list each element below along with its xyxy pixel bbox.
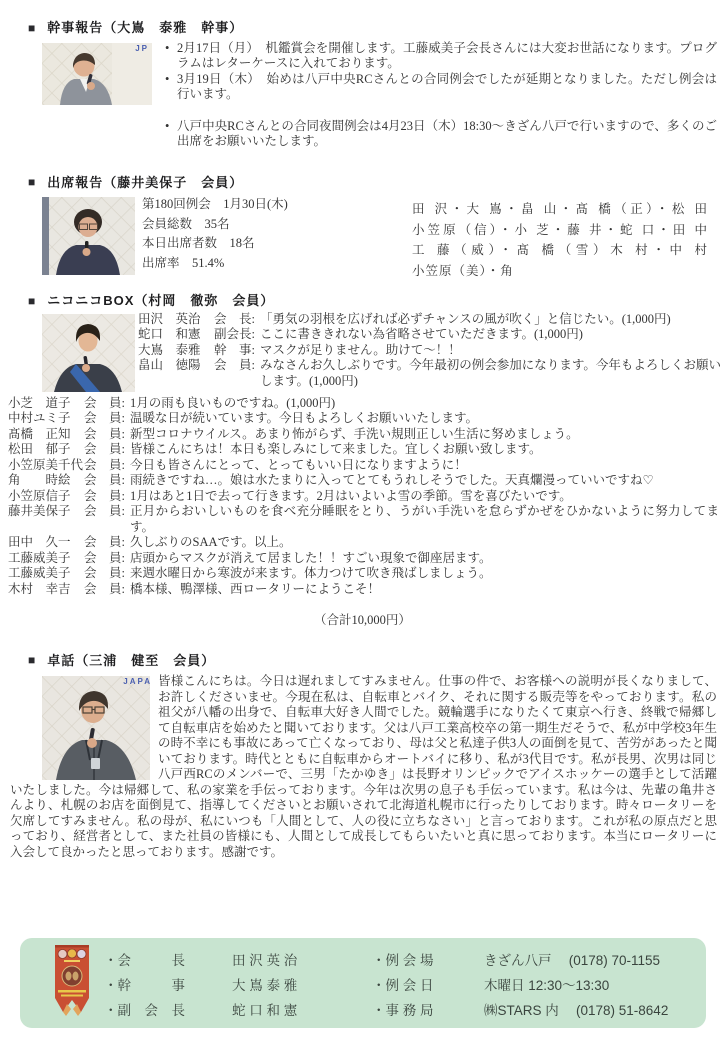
officer-role-label: ・幹 事 — [104, 978, 185, 993]
nikoniko-entry — [8, 551, 719, 567]
section-header — [28, 653, 725, 669]
nikoniko-entry — [8, 504, 719, 535]
section-attendance-report — [0, 175, 725, 292]
entry-message: 1月の雨も良いものですね。(1,000円) — [130, 395, 336, 410]
entry-message: 来週水曜日から寒波が来ます。体力つけて吹き飛ばしましょう。 — [130, 566, 492, 580]
member-name: 田沢 英治 — [138, 311, 201, 326]
nikoniko-entry — [138, 327, 721, 343]
member-role: 会 員: — [84, 550, 125, 565]
officer-row — [104, 1000, 297, 1022]
bullet-icon: • — [165, 118, 170, 133]
nikoniko-reporter-photo — [42, 314, 135, 392]
table-talk-text: 皆様こんにちは。今日は遅れましてすみません。仕事の件で、お客様への説明が長くなりまして、お許しくださいませ。今現在私は、自転車とバイク、それに関する販売等をやっております。私の祖父が八幡の出身で、自転車大好き人間でした。競輪選手になりたくて東京へ行き、終戦で帰郷して自転車店を始めたと聞いております。父は八戸工業高校卒の第一期生だそうで、私が中学校3年生の時不幸にも事故にあって亡くなっており、母は父と私達子供3人の面倒を見て、苦労があったと聞いております。時代とともに自転車からオートバイに移り、私が3代目です。私が長男、次男は同じ八戸西RCのメンバーで、三男「たかゆき」は長野オリンピックでアイスホッケーの選手として活躍いたしました。今は帰郷して、私の家業を手伝っております。今年は次男の息子も手伝っています。私は今は、先輩の亀井さんより、札幌のお店を面倒見て、指導してくださいとお願いされて北海道札幌市に行ったりしております。時々ロータリーを欠席してすみません。私の母が、私にいつも「人間として、人の役に立ちなさい」と言っております。これが私の原点だと思っており、経営者として、また社員の皆様にも、人間として成長してもらいたいと真に思っております。本当にロータリーに入会して良かったと思っております。感謝です。 — [10, 674, 717, 859]
member-role: 会 員: — [84, 566, 125, 580]
entry-message: 皆様こんにちは！本日も楽しみにして来ました。宜しくお願い致します。 — [130, 442, 542, 456]
report-item-text: 八戸中央RCさんとの合同夜間例会は4月23日（木）18:30～きざん八戸で行いますので、多くのご出席をお願いいたします。 — [177, 118, 717, 148]
officer-role-label: ・副 会 長 — [104, 1003, 185, 1018]
member-name: 大嶌 泰雅 — [138, 342, 201, 357]
attendee-count: 本日出席者数 18名 — [142, 236, 255, 250]
speaker-photo-icon — [42, 197, 135, 275]
club-info-footer — [20, 938, 706, 1028]
member-name: 小笠原美千代 — [8, 457, 84, 472]
nikoniko-entry — [138, 343, 721, 359]
nikoniko-entry — [8, 489, 719, 505]
nikoniko-entry — [8, 473, 719, 489]
member-role: 会 員: — [84, 535, 125, 549]
table-talk-body — [10, 674, 717, 860]
meeting-info-value: きざん八戸 (0178) 70-1155 — [484, 953, 661, 968]
report-item — [165, 41, 717, 72]
secretary-photo — [42, 43, 152, 105]
entry-message: みなさんお久しぶりです。今年最初の例会参加になります。今年もよろしくお願いします。(1,000円) — [260, 358, 721, 388]
member-role: 会 員: — [84, 426, 125, 441]
member-role: 会 員: — [84, 442, 125, 456]
nikoniko-entry — [8, 442, 719, 458]
member-name: 小芝 道子 — [8, 395, 71, 410]
member-name: 藤井美保子 — [8, 504, 71, 518]
section-header — [28, 175, 725, 191]
meeting-number: 第180回例会 1月30日(木) — [142, 197, 288, 211]
meeting-info-row — [372, 950, 668, 972]
member-role: 会 員: — [84, 411, 125, 425]
member-role: 幹 事: — [214, 342, 255, 357]
nikoniko-entry — [8, 458, 719, 474]
attendee-name-list — [412, 199, 708, 281]
report-item — [165, 119, 717, 150]
bullet-icon: • — [165, 71, 170, 86]
nikoniko-entry — [138, 312, 721, 328]
section-title: 卓話（三浦 健至 会員） — [47, 652, 216, 668]
nikoniko-entry — [8, 535, 719, 551]
meeting-info-column — [372, 950, 668, 1022]
member-name: 角 時絵 — [8, 473, 71, 487]
nikoniko-entry — [8, 411, 719, 427]
officer-row — [104, 950, 297, 972]
member-role: 会 員: — [84, 457, 125, 472]
member-role: 会 員: — [214, 358, 255, 372]
officer-name: 田 沢 英 治 — [232, 953, 298, 968]
nikoniko-entry — [138, 358, 721, 389]
meeting-info-row — [372, 975, 668, 997]
nikoniko-top-block — [0, 312, 725, 394]
section-secretary-report — [0, 20, 725, 169]
member-name: 蛇口 和憲 — [138, 327, 201, 341]
photo-caption-jp: JP — [135, 43, 149, 53]
member-role: 副会長: — [214, 327, 255, 341]
member-total: 会員総数 35名 — [142, 216, 230, 231]
member-role: 会 員: — [84, 581, 125, 596]
attendance-rate: 出席率 51.4% — [142, 255, 225, 270]
club-banner-icon — [52, 945, 92, 1021]
attendance-report-body — [0, 195, 725, 291]
entry-message: 久しぶりのSAAです。以上。 — [130, 535, 292, 549]
nikoniko-entry — [8, 427, 719, 443]
officer-role-label: ・会 長 — [104, 953, 185, 968]
member-name: 髙橋 正知 — [8, 426, 71, 441]
entry-message: 雨続きですね…。娘は水たまりに入ってとてもうれしそうでした。天真爛漫っていいですね♡ — [130, 473, 654, 487]
member-role: 会 員: — [84, 488, 125, 503]
photo-caption-japa: JAPA — [123, 677, 152, 686]
attendee-line: 小笠原（美）・角 — [412, 263, 514, 278]
member-role: 会 員: — [84, 395, 125, 410]
nikoniko-total: （合計10,000円） — [314, 613, 411, 627]
attendee-line: 小笠原（信）・小 芝・藤 井・蛇 口・田 中 — [412, 222, 708, 237]
meeting-info-label: ・事 務 局 — [372, 1003, 434, 1018]
nikoniko-entries-full — [8, 396, 719, 598]
report-item-text: 3月19日（木） 始めは八戸中央RCさんとの合同例会でしたが延期となりました。ただし例会は行います。 — [177, 71, 717, 101]
section-title: ニコニコBOX（村岡 徹弥 会員） — [47, 293, 275, 308]
member-name: 工藤威美子 — [8, 550, 71, 565]
entry-message: 今日も皆さんにとって、とってもいい日になりますように！ — [130, 457, 467, 472]
entry-message: 1月はあと1日で去って行きます。2月はいよいよ雪の季節。雪を喜びたいです。 — [130, 488, 572, 503]
member-name: 小笠原信子 — [8, 488, 71, 503]
entry-message: 橋本様、鴨澤様、西ロータリーにようこそ！ — [130, 581, 381, 596]
secretary-report-body — [0, 41, 725, 169]
meeting-info-value: ㈱STARS 内 (0178) 51-8642 — [484, 1003, 669, 1018]
section-title: 幹事報告（大嶌 泰雅 幹事） — [47, 20, 244, 35]
speaker-photo-icon — [42, 314, 135, 392]
nikoniko-entry — [8, 396, 719, 412]
entry-message: 温暖な日が続いています。今日もよろしくお願いいたします。 — [130, 411, 479, 425]
entry-message: 新型コロナウイルス。あまり怖がらず、手洗い規則正しい生活に努めましょう。 — [130, 426, 579, 441]
entry-message: 正月からおいしいものを食べ充分睡眠をとり、うがい手洗いを怠らずかぜをひかないように努力してます。 — [130, 504, 719, 534]
officer-name: 大 嶌 泰 雅 — [232, 978, 298, 993]
officer-name: 蛇 口 和 憲 — [232, 1003, 298, 1018]
square-bullet-icon: ■ — [28, 653, 37, 668]
meeting-info-row — [372, 1000, 668, 1022]
section-nikoniko-box — [0, 293, 725, 629]
meeting-info-value: 木曜日 12:30～13:30 — [484, 978, 610, 993]
meeting-info-label: ・例 会 日 — [372, 978, 434, 993]
report-item — [165, 72, 717, 103]
section-table-talk — [0, 653, 725, 861]
entry-message: マスクが足りません。助けて～！！ — [260, 342, 461, 357]
member-name: 畠山 徳陽 — [138, 358, 201, 372]
officers-column — [104, 950, 297, 1022]
meeting-info-label: ・例 会 場 — [372, 953, 434, 968]
section-title: 出席報告（藤井美保子 会員） — [47, 174, 244, 190]
secretary-report-list — [165, 41, 717, 150]
member-name: 中村ユミ子 — [8, 411, 71, 425]
square-bullet-icon: ■ — [28, 175, 37, 190]
member-role: 会 長: — [214, 311, 255, 326]
section-header — [28, 20, 725, 36]
member-name: 工藤威美子 — [8, 566, 71, 580]
square-bullet-icon: ■ — [28, 293, 37, 308]
member-name: 木村 幸吉 — [8, 581, 71, 596]
attendee-line: 田 沢・大 嶌・畠 山・髙 橋（正）・松 田 — [412, 202, 708, 216]
nikoniko-entries-beside — [138, 312, 721, 390]
attendee-line: 工 藤（威）・髙 橋（雪）木 村・中 村 — [412, 243, 708, 257]
entry-message: 店頭からマスクが消えて居ました！！すごい現象で御座居ます。 — [130, 550, 492, 565]
section-header — [28, 293, 725, 309]
newsletter-page — [0, 20, 725, 1044]
square-bullet-icon: ■ — [28, 20, 37, 35]
nikoniko-entry — [8, 582, 719, 598]
nikoniko-entry — [8, 566, 719, 582]
attendance-reporter-photo — [42, 197, 135, 275]
bullet-icon: • — [165, 40, 170, 55]
member-role: 会 員: — [84, 504, 125, 518]
entry-message: 「勇気の羽根を広げれば必ずチャンスの風が吹く」と信じたい。(1,000円) — [260, 311, 671, 326]
entry-message: ここに書ききれない為省略させていただきます。(1,000円) — [260, 327, 583, 341]
member-name: 松田 郁子 — [8, 442, 71, 456]
member-name: 田中 久一 — [8, 535, 71, 549]
officer-row — [104, 975, 297, 997]
talk-speaker-photo — [42, 676, 150, 780]
speaker-photo-icon — [42, 676, 150, 780]
report-item-text: 2月17日（月） 机鑑賞会を開催します。工藤威美子会長さんには大変お世話になります。プログラムはレターケースに入れております。 — [177, 40, 717, 70]
member-role: 会 員: — [84, 473, 125, 487]
